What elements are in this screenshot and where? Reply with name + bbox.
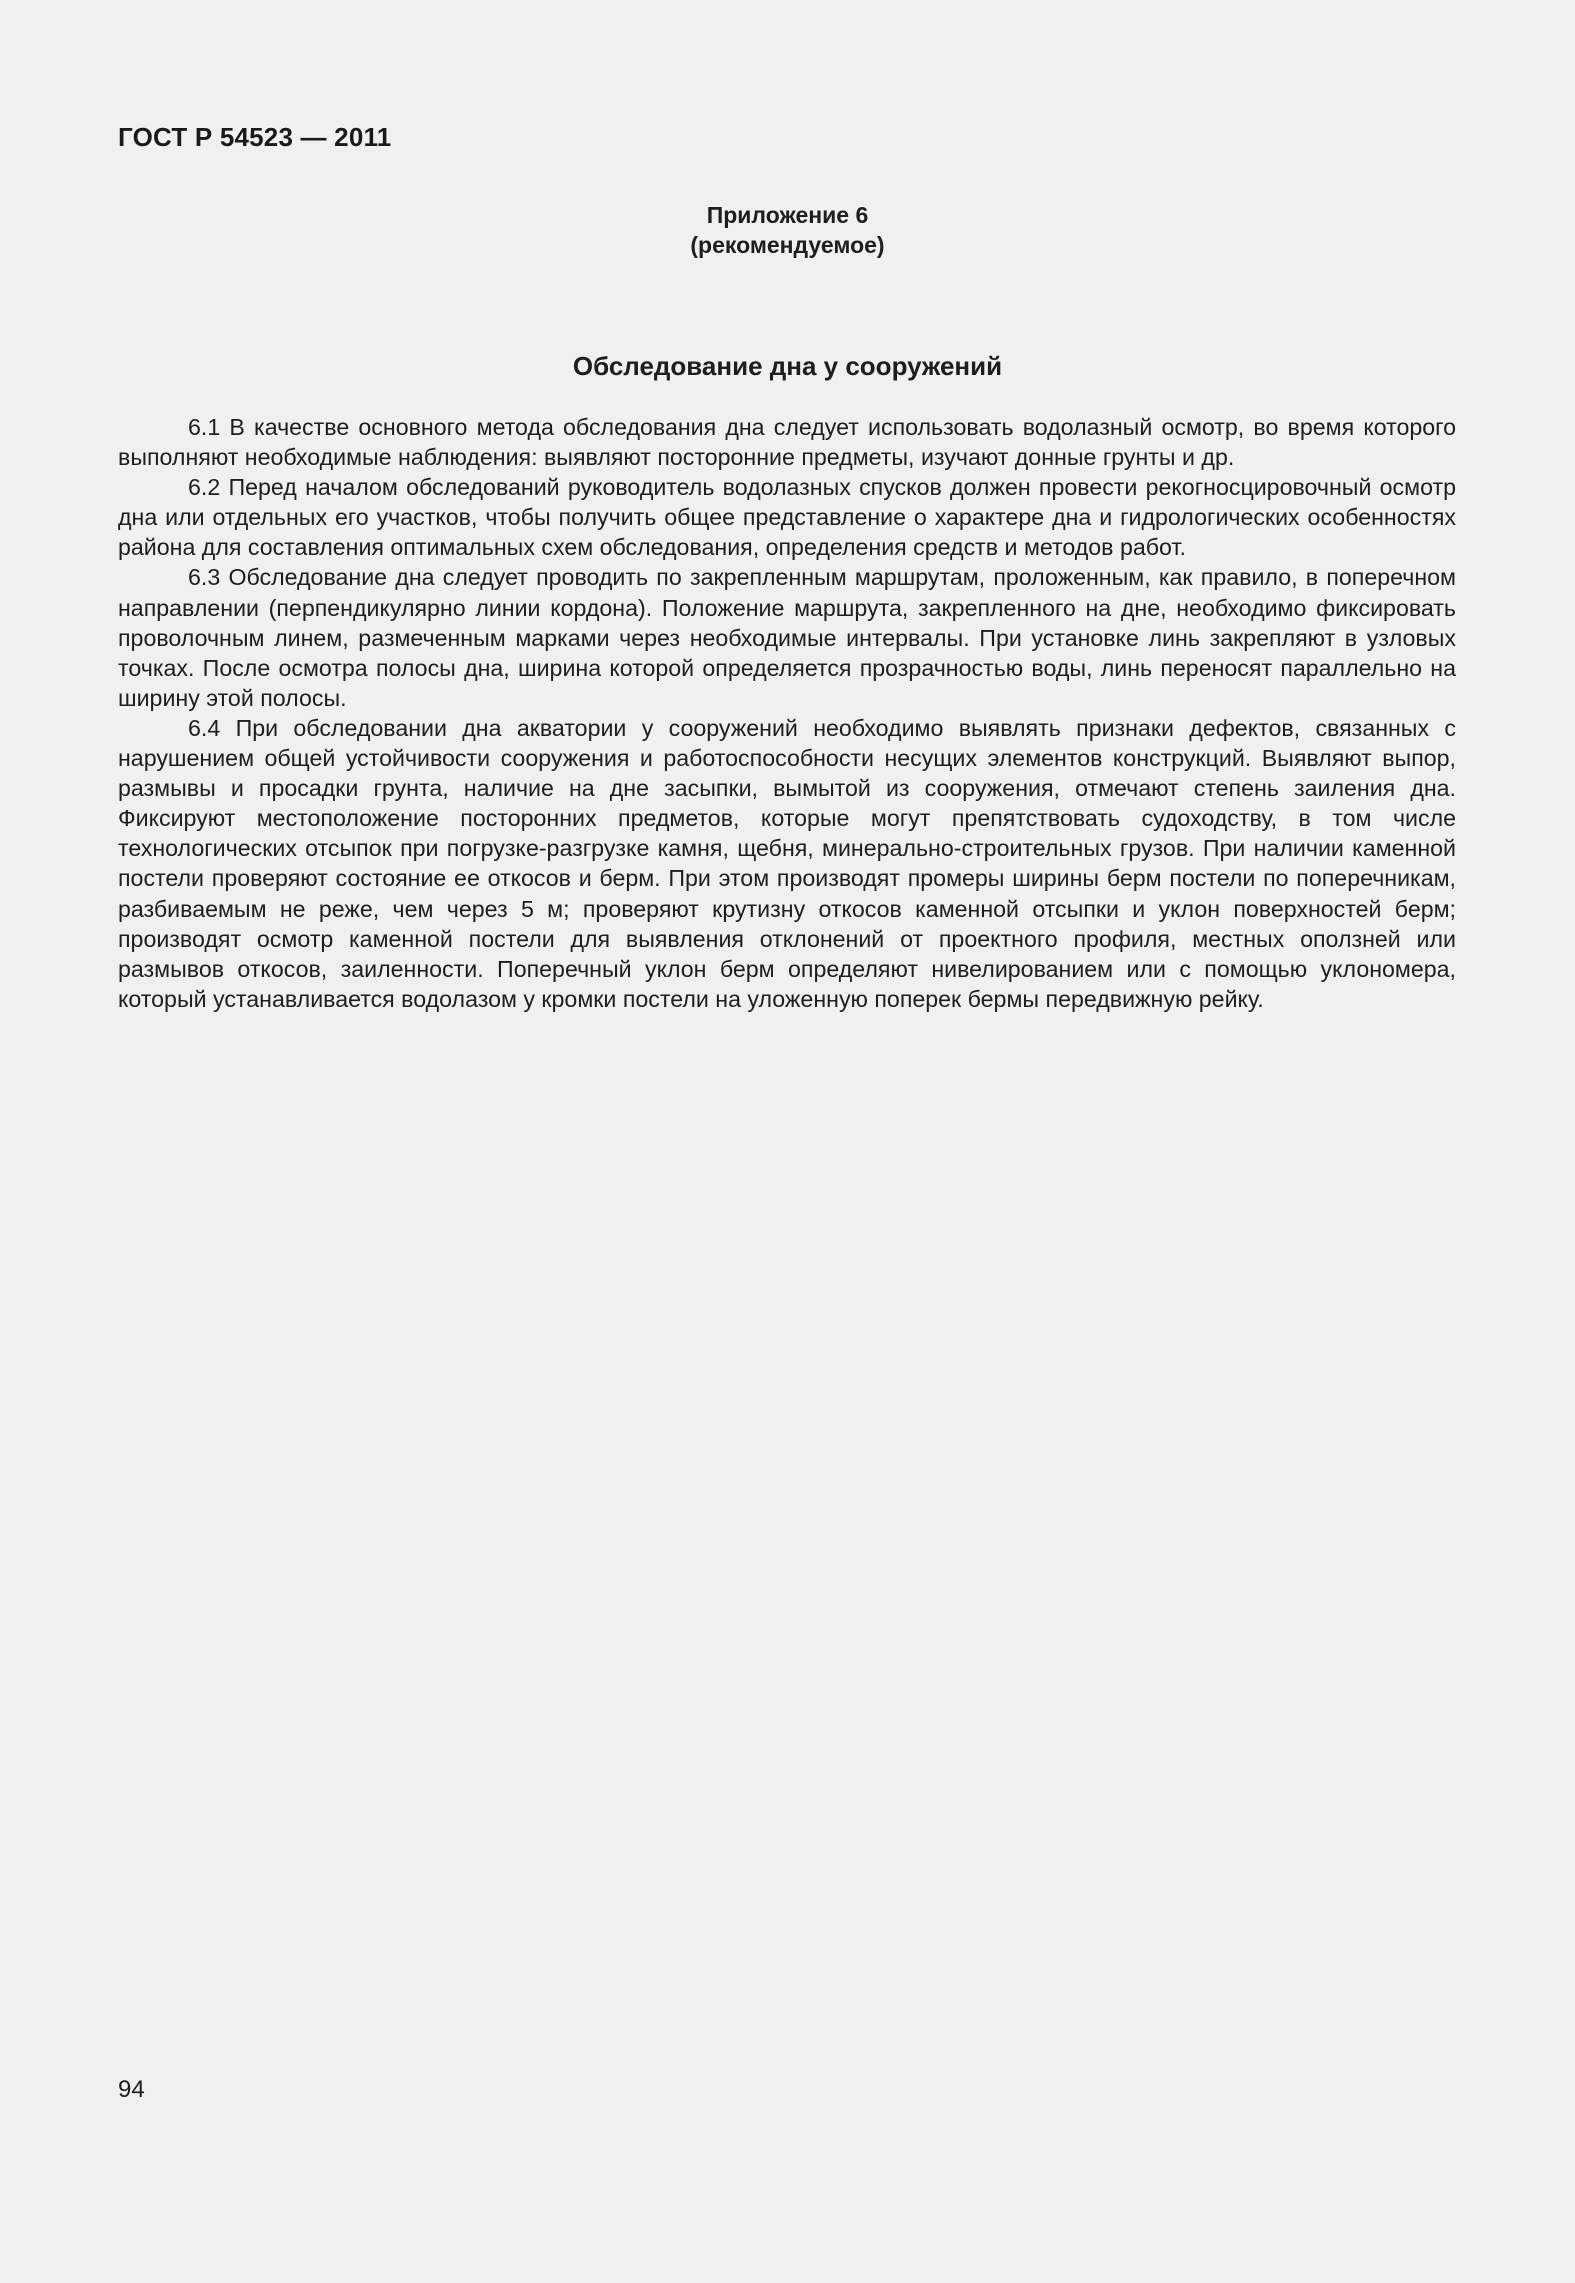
standard-code-header: ГОСТ Р 54523 — 2011 — [118, 122, 392, 152]
page-number: 94 — [118, 2076, 145, 2103]
appendix-heading — [0, 200, 1575, 260]
appendix-title: Приложение 6 — [706, 202, 869, 228]
section-title: Обследование дна у сооружений — [572, 351, 1003, 381]
paragraph-6-4: 6.4 При обследовании дна акватории у сооружений необходимо выявлять признаки дефектов, связанных с нарушением общей устойчивости сооружения и работоспособности несущих элементов конструкций. Выявляют выпор, размывы и просадки грунта, наличие на дне засыпки, вымытой из сооружения, отмечают степень заиления дна. Фиксируют местоположение посторонних предметов, которые могут препятствовать судоходству, в том числе технологических отсыпок при погрузке-разгрузке камня, щебня, минерально-строительных грузов. При наличии каменной постели проверяют состояние ее откосов и берм. При этом производят промеры ширины берм постели по поперечникам, разбиваемым не реже, чем через 5 м; проверяют крутизну откосов каменной отсыпки и уклон поверхностей берм; производят осмотр каменной постели для выявления отклонений от проектного профиля, местных оползней или размывов откосов, заиленности. Поперечный уклон берм определяют нивелированием или с помощью уклономера, который устанавливается водолазом у кромки постели на уложенную поперек бермы передвижную рейку. — [118, 714, 1456, 1012]
appendix-subtitle: (рекомендуемое) — [690, 232, 885, 258]
paragraph-6-3: 6.3 Обследование дна следует проводить по закрепленным маршрутам, проложенным, как правило, в поперечном направлении (перпендикулярно линии кордона). Положение маршрута, закрепленного на дне, необходимо фиксировать проволочным линем, размеченным марками через необходимые интервалы. При установке линь закрепляют в узловых точках. После осмотра полосы дна, ширина которой определяется прозрачностью воды, линь переносят параллельно на ширину этой полосы. — [118, 564, 1456, 711]
body-text — [118, 412, 1456, 1014]
paragraph-6-1: 6.1 В качестве основного метода обследования дна следует использовать водолазный осмотр, во время которого выполняют необходимые наблюдения: выявляют посторонние предметы, изучают донные грунты и др. — [118, 414, 1456, 471]
paragraph-6-2: 6.2 Перед началом обследований руководитель водолазных спусков должен провести рекогносцировочный осмотр дна или отдельных его участков, чтобы получить общее представление о характере дна и гидрологических особенностях района для составления оптимальных схем обследования, определения средств и методов работ. — [118, 474, 1456, 561]
